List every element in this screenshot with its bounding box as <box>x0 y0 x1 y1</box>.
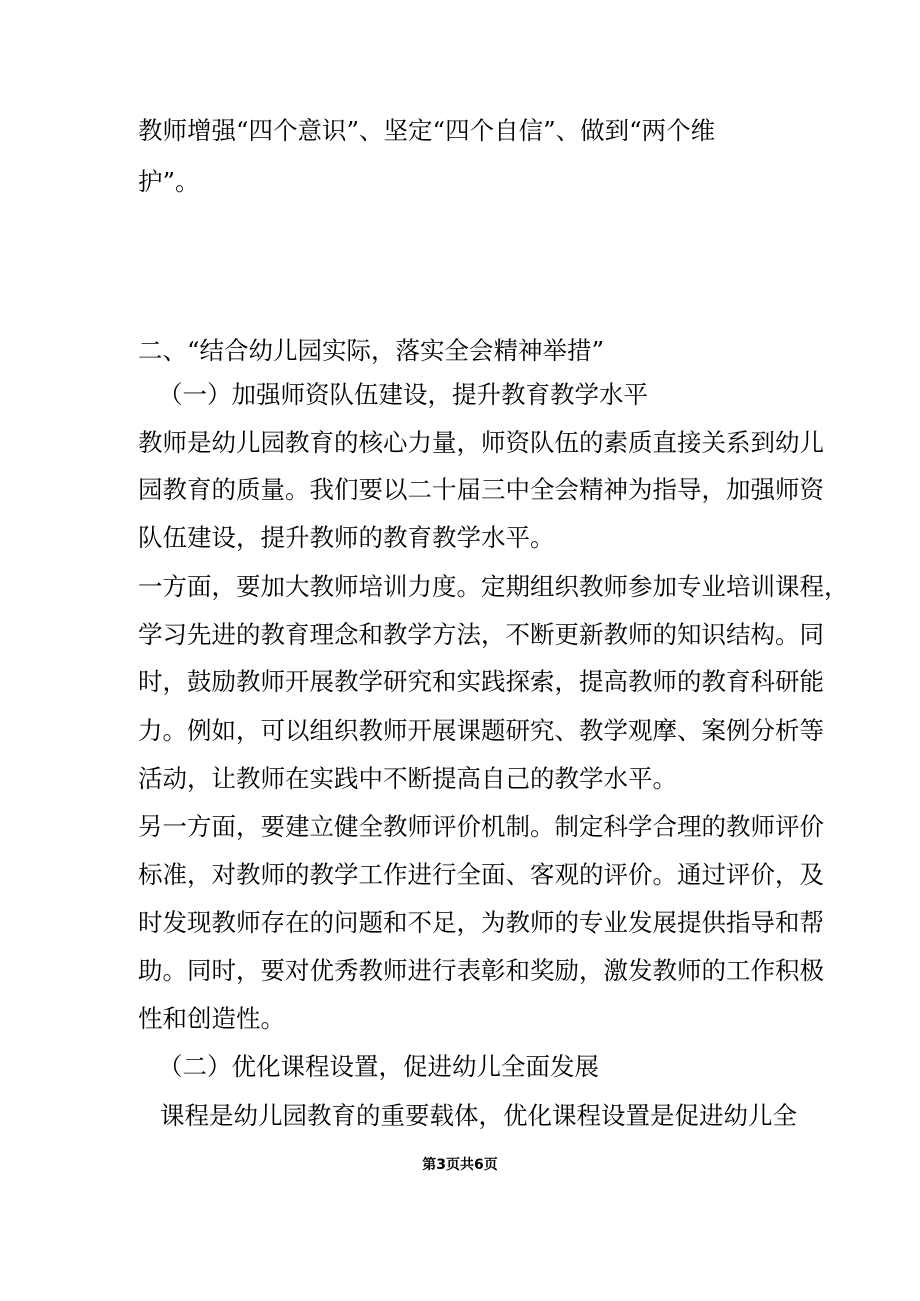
section-heading: 二、“结合幼儿园实际，落实全会精神举措” <box>138 336 605 365</box>
text-line: 活动，让教师在实践中不断提高自己的教学水平。 <box>138 764 677 793</box>
text-line: 教师是幼儿园教育的核心力量，师资队伍的素质直接关系到幼儿 <box>138 428 824 457</box>
text-line: 时，鼓励教师开展教学研究和实践探索，提高教师的教育科研能 <box>138 667 824 696</box>
text-line: 力。例如，可以组织教师开展课题研究、教学观摩、案例分析等 <box>138 716 824 745</box>
text-line: 课程是幼儿园教育的重要载体，优化课程设置是促进幼儿全 <box>160 1101 797 1130</box>
subsection-heading: （一）加强师资队伍建设，提升教育教学水平 <box>158 380 648 409</box>
text-line: 另一方面，要建立健全教师评价机制。制定科学合理的教师评价 <box>138 812 824 841</box>
text-line: 教师增强“四个意识”、坚定“四个自信”、做到“两个维 <box>138 116 716 145</box>
text-line: 时发现教师存在的问题和不足，为教师的专业发展提供指导和帮 <box>138 908 824 937</box>
text-line: 标准，对教师的教学工作进行全面、客观的评价。通过评价，及 <box>138 860 824 889</box>
page-number-footer: 第3页共6页 <box>422 1157 498 1173</box>
text-line: 护”。 <box>138 167 200 196</box>
text-line: 性和创造性。 <box>138 1004 285 1033</box>
subsection-heading: （二）优化课程设置，促进幼儿全面发展 <box>158 1052 599 1081</box>
text-line: 学习先进的教育理念和教学方法，不断更新教师的知识结构。同 <box>138 620 824 649</box>
text-line: 一方面，要加大教师培训力度。定期组织教师参加专业培训课程， <box>138 572 849 601</box>
text-line: 队伍建设，提升教师的教育教学水平。 <box>138 523 555 552</box>
text-line: 助。同时，要对优秀教师进行表彰和奖励，激发教师的工作积极 <box>138 956 824 985</box>
text-line: 园教育的质量。我们要以二十届三中全会精神为指导，加强师资 <box>138 475 824 504</box>
